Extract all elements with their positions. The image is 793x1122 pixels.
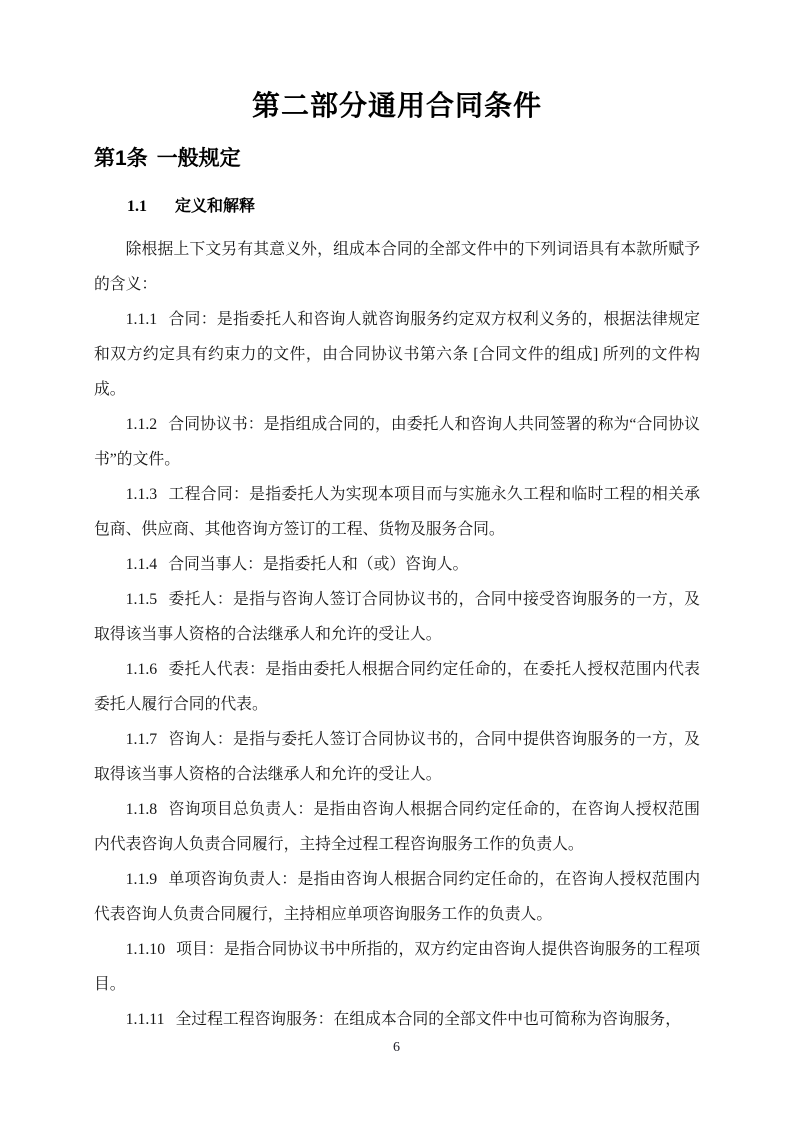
definition-paragraph [94, 862, 700, 932]
definition-term: 合同： [168, 311, 217, 328]
subsection-title: 定义和解释 [175, 198, 256, 215]
definition-paragraph [94, 652, 700, 722]
definition-text: 是指由咨询人根据合同约定任命的，在咨询人授权范围内代表咨询人负责合同履行，主持相应单项咨询服务工作的负责人。 [94, 871, 700, 923]
definition-paragraph [94, 582, 700, 652]
definition-term: 全过程工程咨询服务： [175, 1011, 334, 1028]
definition-text: 是指委托人和（或）咨询人。 [262, 556, 469, 573]
definition-paragraph [94, 1002, 700, 1037]
definition-term: 咨询人： [168, 731, 233, 748]
section-title: 一般规定 [156, 147, 241, 170]
definition-text: 是指委托人为实现本项目而与实施永久工程和临时工程的相关承包商、供应商、其他咨询方签订的工程、货物及服务合同。 [94, 486, 700, 538]
subsection-heading [94, 197, 700, 217]
definition-number: 1.1.1 [125, 311, 158, 328]
definitions-list [94, 302, 700, 1037]
definition-number: 1.1.6 [125, 661, 158, 678]
definition-paragraph [94, 407, 700, 477]
definition-term: 咨询项目总负责人： [168, 801, 314, 818]
definition-text: 是指由委托人根据合同约定任命的，在委托人授权范围内代表委托人履行合同的代表。 [94, 661, 700, 713]
definition-number: 1.1.4 [125, 556, 158, 573]
section-heading [94, 147, 700, 171]
definition-text: 是指与委托人签订合同协议书的，合同中提供咨询服务的一方，及取得该当事人资格的合法继承人和允许的受让人。 [94, 731, 700, 783]
page-number: 6 [393, 1040, 400, 1055]
subsection-label: 1.1 [127, 198, 147, 215]
definition-paragraph [94, 302, 700, 407]
page-content [94, 88, 700, 1037]
definition-number: 1.1.9 [125, 871, 158, 888]
document-title: 第二部分通用合同条件 [251, 90, 542, 121]
definition-text: 是指与咨询人签订合同协议书的，合同中接受咨询服务的一方，及取得该当事人资格的合法继承人和允许的受让人。 [94, 591, 700, 643]
definition-paragraph [94, 722, 700, 792]
definition-term: 合同协议书： [168, 416, 264, 433]
definition-number: 1.1.11 [125, 1011, 165, 1028]
definition-number: 1.1.5 [125, 591, 158, 608]
definitions-section [94, 232, 700, 1037]
definition-paragraph [94, 932, 700, 1002]
definition-term: 合同当事人： [168, 556, 263, 573]
intro-paragraph: 除根据上下文另有其意义外，组成本合同的全部文件中的下列词语具有本款所赋予的含义： [94, 241, 700, 293]
definition-paragraph [94, 792, 700, 862]
definition-number: 1.1.8 [125, 801, 158, 818]
definition-number: 1.1.3 [125, 486, 158, 503]
definition-term: 单项咨询负责人： [168, 871, 298, 888]
definition-number: 1.1.2 [125, 416, 158, 433]
definition-paragraph [94, 477, 700, 547]
definition-paragraph [94, 547, 700, 582]
section-label: 第1条 [94, 147, 148, 170]
definition-term: 工程合同： [168, 486, 250, 503]
definition-text: 是指委托人和咨询人就咨询服务约定双方权利义务的，根据法律规定和双方约定具有约束力的文件，由合同协议书第六条 [合同文件的组成] 所列的文件构成。 [94, 311, 700, 398]
definition-term: 委托人代表： [168, 661, 266, 678]
definition-text: 是指组成合同的，由委托人和咨询人共同签署的称为“合同协议书”的文件。 [94, 416, 700, 468]
definition-text: 在组成本合同的全部文件中也可简称为咨询服务， [333, 1011, 682, 1028]
definition-text: 是指合同协议书中所指的，双方约定由咨询人提供咨询服务的工程项目。 [94, 941, 700, 993]
definition-number: 1.1.10 [125, 941, 166, 958]
definition-text: 是指由咨询人根据合同约定任命的，在咨询人授权范围内代表咨询人负责合同履行，主持全过程工程咨询服务工作的负责人。 [94, 801, 700, 853]
definition-number: 1.1.7 [125, 731, 158, 748]
definition-term: 委托人： [168, 591, 233, 608]
definition-term: 项目： [176, 941, 224, 958]
